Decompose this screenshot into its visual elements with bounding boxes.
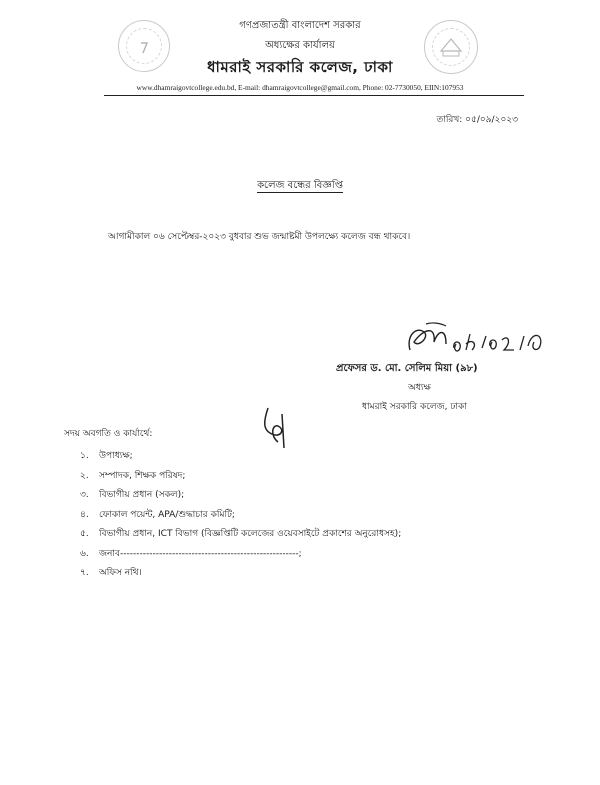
distribution-item-number: ৬. <box>80 548 89 559</box>
principal-role: অধ্যক্ষ <box>408 383 431 393</box>
notice-title <box>0 178 600 195</box>
distribution-item-text: বিভাগীয় প্রধান, ICT বিভাগ (বিজ্ঞপ্তিটি কলেজের ওয়েবসাইটে প্রকাশের অনুরোধসহ); <box>99 529 402 539</box>
government-title: গণপ্রজাতন্ত্রী বাংলাদেশ সরকার <box>239 20 361 31</box>
distribution-item <box>80 468 401 488</box>
header-divider <box>104 95 524 96</box>
distribution-heading: সদয় অবগতি ও কার্যার্থে: <box>64 429 153 439</box>
distribution-item-number: ৭. <box>80 568 89 578</box>
distribution-item-text: অফিস নথি। <box>99 568 142 578</box>
distribution-item <box>80 448 401 468</box>
distribution-item-text: উপাধ্যক্ষ; <box>99 451 133 461</box>
distribution-item-number: ৪. <box>80 509 89 520</box>
principal-name: প্রফেসর ড. মো. সেলিম মিয়া (৯৮) <box>336 363 478 374</box>
distribution-item <box>80 526 401 546</box>
distribution-item <box>80 565 401 585</box>
notice-body: আগামীকাল ০৬ সেপ্টেম্বর-২০২৩ বুধবার শুভ জন্মাষ্টমী উপলক্ষ্যে কলেজ বন্ধ থাকবে। <box>108 232 411 242</box>
notice-title-text: কলেজ বন্ধের বিজ্ঞপ্তি <box>257 180 343 191</box>
distribution-item-text: বিভাগীয় প্রধান (সকল); <box>99 490 185 500</box>
distribution-item-number: ২. <box>80 470 89 481</box>
distribution-item-text: জনাব-------------------------------------------------------; <box>99 548 302 559</box>
distribution-item-text: সম্পাদক, শিক্ষক পরিষদ; <box>99 470 186 481</box>
distribution-item-number: ১. <box>80 451 89 461</box>
college-name: ধামরাই সরকারি কলেজ, ঢাকা <box>207 58 393 76</box>
distribution-item <box>80 487 401 507</box>
notice-date: তারিখ: ০৫/০৯/২০২৩ <box>436 115 518 125</box>
distribution-item-number: ৩. <box>80 490 89 500</box>
contact-line: www.dhamraigovtcollege.edu.bd, E-mail: dhamraigovtcollege@gmail.com, Phone: 02-7730050, EIIN:107953 <box>136 83 464 92</box>
distribution-item <box>80 507 401 527</box>
principal-signature <box>402 320 552 360</box>
principal-organization: ধামরাই সরকারি কলেজ, ঢাকা <box>362 402 467 412</box>
distribution-item-number: ৫. <box>80 529 89 539</box>
distribution-item-text: ফোকাল পয়েন্ট, APA/শুদ্ধাচার কমিটি; <box>99 509 235 520</box>
distribution-item <box>80 546 401 566</box>
office-title: অধ্যক্ষের কার্যালয় <box>265 40 335 51</box>
initial-mark <box>258 404 298 454</box>
distribution-list <box>80 448 401 585</box>
